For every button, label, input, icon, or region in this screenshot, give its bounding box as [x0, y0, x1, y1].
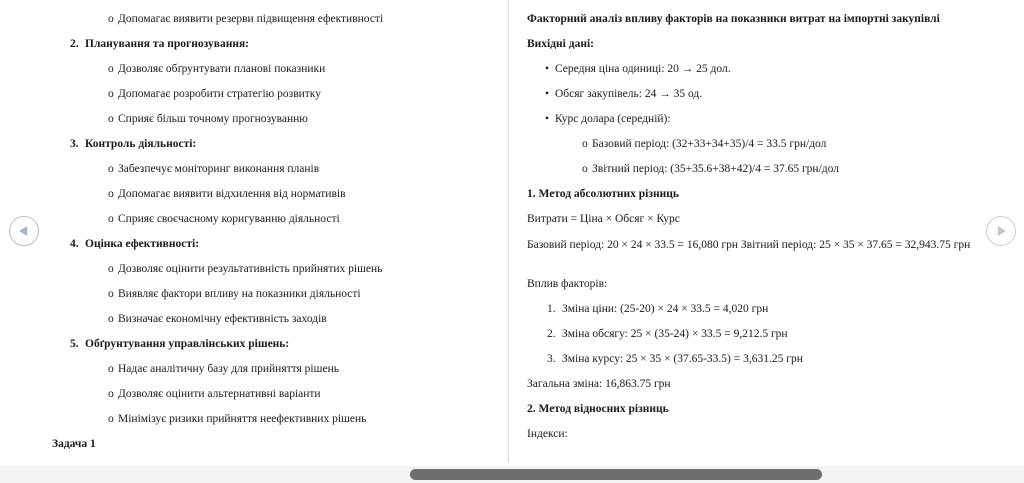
- next-page-button[interactable]: [986, 216, 1016, 246]
- document-text: 1. Метод абсолютних різниць: [527, 188, 679, 200]
- list-marker: •: [545, 63, 550, 75]
- list-marker: 2.: [547, 328, 556, 340]
- list-marker: o: [108, 388, 114, 400]
- list-marker: o: [108, 13, 114, 25]
- document-text: Виявляє фактори впливу на показники діяльності: [118, 288, 361, 300]
- document-text: Контроль діяльності:: [85, 138, 197, 150]
- list-marker: o: [108, 63, 114, 75]
- document-text: Вихідні дані:: [527, 38, 594, 50]
- list-marker: o: [108, 263, 114, 275]
- list-marker: o: [582, 163, 588, 175]
- list-marker: o: [108, 163, 114, 175]
- document-text: Середня ціна одиниці: 20 → 25 дол.: [555, 63, 731, 75]
- list-marker: •: [545, 113, 550, 125]
- document-text: Базовий період: 20 × 24 × 33.5 = 16,080 грн Звітний період: 25 × 35 × 37.65 = 32,943.75 грн: [527, 239, 971, 251]
- document-text: Базовий період: (32+33+34+35)/4 = 33.5 грн/дол: [592, 138, 827, 150]
- list-marker: o: [108, 213, 114, 225]
- list-marker: •: [545, 88, 550, 100]
- document-text: Звітний період: (35+35.6+38+42)/4 = 37.65 грн/дол: [592, 163, 839, 175]
- horizontal-scrollbar-track[interactable]: [0, 466, 1024, 483]
- document-text: Зміна курсу: 25 × 35 × (37.65-33.5) = 3,631.25 грн: [562, 353, 803, 365]
- document-text: Допомагає виявити відхилення від нормативів: [118, 188, 346, 200]
- document-text: Допомагає виявити резерви підвищення ефективності: [118, 13, 384, 25]
- document-text: Курс долара (середній):: [555, 113, 671, 125]
- list-marker: o: [108, 413, 114, 425]
- list-marker: o: [108, 88, 114, 100]
- chevron-left-icon: [19, 226, 27, 236]
- document-text: Обґрунтування управлінських рішень:: [85, 338, 290, 350]
- document-page-right: [509, 0, 1024, 466]
- list-marker: 3.: [547, 353, 556, 365]
- document-text: Обсяг закупівель: 24 → 35 од.: [555, 88, 703, 100]
- document-text: Індекси:: [527, 428, 568, 440]
- document-text: Задача 1: [52, 438, 96, 450]
- list-marker: 1.: [547, 303, 556, 315]
- document-text: Планування та прогнозування:: [85, 38, 250, 50]
- horizontal-scrollbar-thumb[interactable]: [410, 469, 822, 480]
- chevron-right-icon: [998, 226, 1006, 236]
- previous-page-button[interactable]: [9, 216, 39, 246]
- document-text: 2. Метод відносних різниць: [527, 403, 669, 415]
- list-marker: o: [582, 138, 588, 150]
- list-marker: o: [108, 313, 114, 325]
- document-text: Оцінка ефективності:: [85, 238, 200, 250]
- list-marker: 5.: [70, 338, 79, 350]
- list-marker: o: [108, 363, 114, 375]
- document-page-left: [0, 0, 508, 466]
- document-text: Вплив факторів:: [527, 278, 608, 290]
- list-marker: o: [108, 288, 114, 300]
- document-text: Зміна ціни: (25-20) × 24 × 33.5 = 4,020 грн: [562, 303, 769, 315]
- list-marker: 4.: [70, 238, 79, 250]
- document-text: Мінімізує ризики прийняття неефективних рішень: [118, 413, 367, 425]
- document-text: Допомагає розробити стратегію розвитку: [118, 88, 321, 100]
- document-text: Дозволяє оцінити альтернативні варіанти: [118, 388, 321, 400]
- document-text: Сприяє своєчасному коригуванню діяльності: [118, 213, 340, 225]
- document-text: Дозволяє оцінити результативність прийнятих рішень: [118, 263, 383, 275]
- list-marker: o: [108, 188, 114, 200]
- document-text: Сприяє більш точному прогнозуванню: [118, 113, 308, 125]
- list-marker: o: [108, 113, 114, 125]
- document-text: Факторний аналіз впливу факторів на показники витрат на імпортні закупівлі: [527, 13, 940, 25]
- list-marker: 2.: [70, 38, 79, 50]
- document-text: Дозволяє обґрунтувати планові показники: [118, 63, 326, 75]
- document-text: Надає аналітичну базу для прийняття рішень: [118, 363, 339, 375]
- list-marker: 3.: [70, 138, 79, 150]
- document-text: Визначає економічну ефективність заходів: [118, 313, 327, 325]
- document-text: Забезпечує моніторинг виконання планів: [118, 163, 320, 175]
- document-text: Витрати = Ціна × Обсяг × Курс: [527, 213, 680, 225]
- document-text: Загальна зміна: 16,863.75 грн: [527, 378, 671, 390]
- document-text: Зміна обсягу: 25 × (35-24) × 33.5 = 9,212.5 грн: [562, 328, 788, 340]
